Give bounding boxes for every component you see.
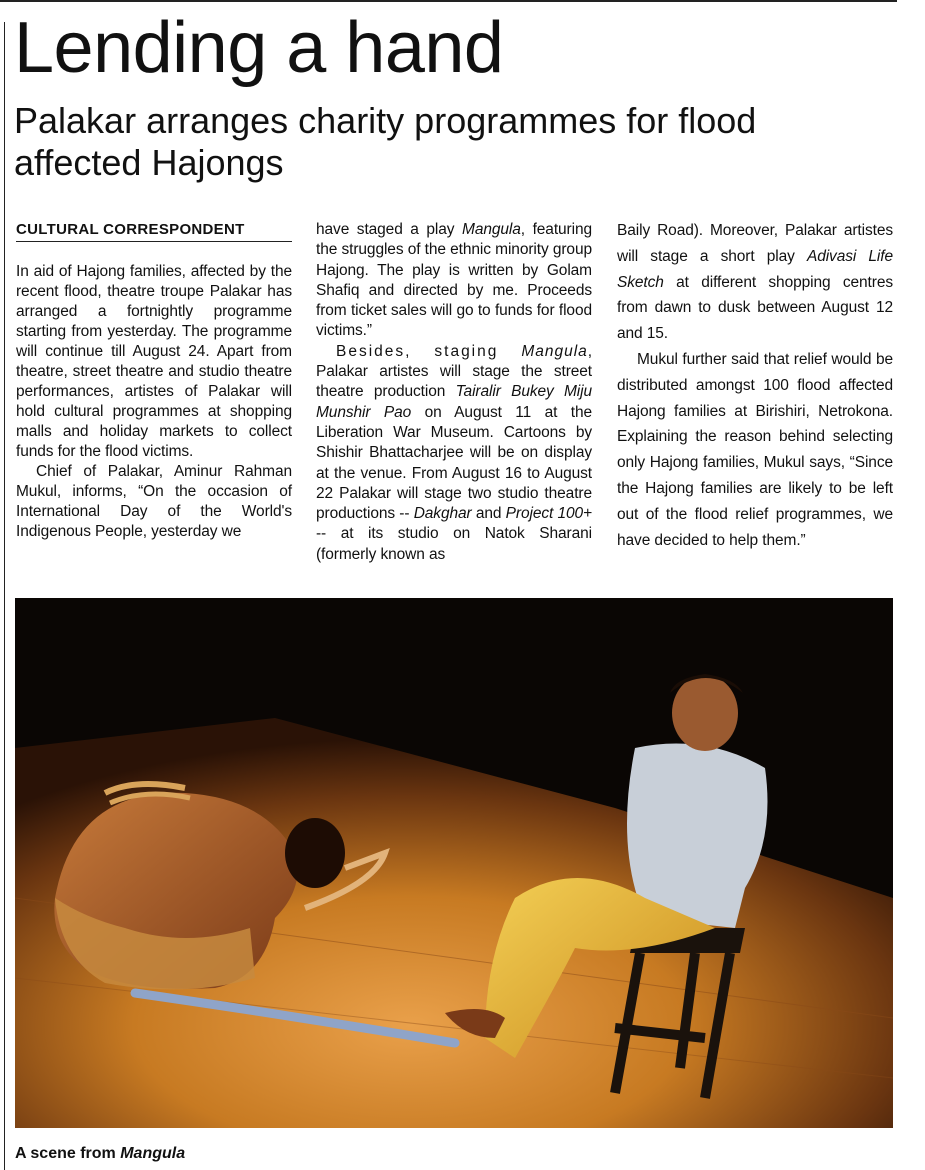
column2-text: , featuring the struggles of the ethnic minority group Hajong. The play is written by Golam Shafiq and directed by me. Proceeds from ticket sales will go to funds for flood victims.” xyxy=(316,221,593,340)
stage-scene-illustration xyxy=(15,598,893,1128)
play-title: Mangula xyxy=(521,342,588,360)
column1-paragraph-2: Chief of Palakar, Aminur Rahman Mukul, informs, “On the occasion of International Day of the World's Indigenous People, yesterday we xyxy=(16,463,292,540)
play-title: Dakghar xyxy=(413,505,472,523)
column2-paragraph-2 xyxy=(316,342,592,565)
crouching-actor-head xyxy=(285,818,345,888)
stage-photo xyxy=(15,598,893,1128)
byline-rest-1: ULTURAL xyxy=(27,221,104,238)
column1-paragraph-1: In aid of Hajong families, affected by the recent flood, theatre troupe Palakar has arranged a fortnightly programme starting from yesterday. The programme will continue till August 24. Apart from theatre, street theatre and studio theatre performances, artistes of Palakar will hold cultural programmes at shopping malls and holiday markets to collect funds for the flood victims. xyxy=(16,263,292,460)
column3-paragraph-2: Mukul further said that relief would be distributed amongst 100 flood affected Hajong families at Birishiri, Netrokona. Explaining the reason behind selecting only Hajong families, Mukul says, “Since the Hajong families are likely to be left out of the flood relief programmes, we have decided to help them.” xyxy=(617,350,893,549)
column2-text: on August 11 at the Liberation War Museum. Cartoons by Shishir Bhattacharjee will be on display at the venue. From August 16 to August 22 Palakar will stage two studio theatre productions -- xyxy=(316,403,592,523)
column2-text: , Palakar artistes will stage the street theatre production xyxy=(316,342,592,401)
play-title: Project 100+ xyxy=(505,505,592,523)
seated-actor-head xyxy=(672,675,738,751)
column2-text: Besides, staging xyxy=(336,342,522,360)
headline: Lending a hand xyxy=(14,8,504,88)
byline-rest-2: ORRESPONDENT xyxy=(114,221,245,238)
article-column-1 xyxy=(16,262,292,542)
column3-paragraph-1 xyxy=(617,218,893,347)
subheadline: Palakar arranges charity programmes for flood affected Hajongs xyxy=(14,100,757,183)
column3-text: Baily Road). Moreover, Palakar artistes will stage a short play xyxy=(617,222,893,265)
play-title: Tairalir Bukey Miju Munshir Pao xyxy=(316,383,593,421)
byline-cap-1: C xyxy=(16,221,28,238)
caption-play-title: Mangula xyxy=(120,1145,186,1162)
left-rule xyxy=(4,22,5,1170)
column2-text: have staged a play xyxy=(316,221,463,238)
play-title: Mangula xyxy=(462,221,521,238)
article-column-2 xyxy=(316,220,592,565)
column2-text: and xyxy=(471,505,506,523)
top-rule xyxy=(0,0,897,2)
article-column-3 xyxy=(617,218,893,553)
column3-text: at different shopping centres from dawn to dusk between August 12 and 15. xyxy=(617,273,893,343)
column2-text: -- at its studio on Natok Sharani (formerly known as xyxy=(316,525,592,563)
column2-paragraph-1 xyxy=(316,220,592,342)
photo-caption xyxy=(15,1145,185,1163)
byline xyxy=(16,221,292,242)
caption-text: A scene from xyxy=(15,1145,121,1162)
play-title: Adivasi Life Sketch xyxy=(617,247,893,291)
byline-cap-2: C xyxy=(103,221,115,238)
